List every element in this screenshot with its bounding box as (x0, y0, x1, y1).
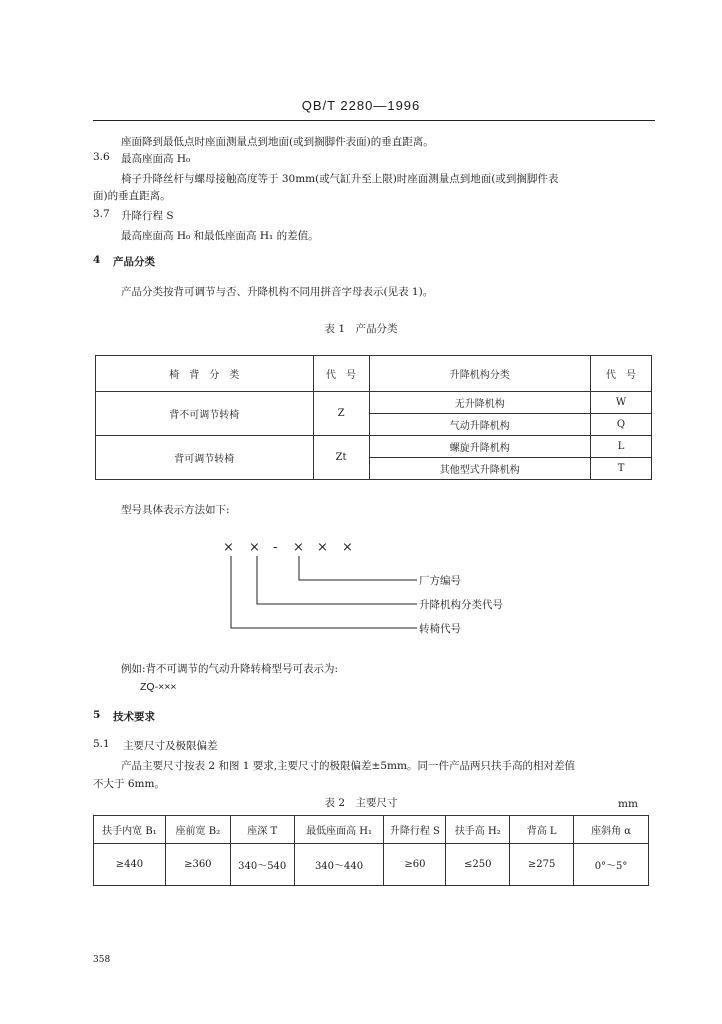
section-number: 5.1 (93, 738, 110, 750)
table-caption: 表 2 主要尺寸 (324, 797, 398, 809)
text-line: 产品主要尺寸按表 2 和图 1 要求,主要尺寸的极限偏差±5mm。同一件产品两只扶手高的相对差值 (121, 760, 575, 772)
table-header-cell: 扶手高 H₂ (446, 816, 510, 844)
table-header-cell: 座斜角 α (574, 816, 649, 844)
text-line: 最高座面高 H₀ 和最低座面高 H₁ 的差值。 (121, 230, 319, 242)
table-header-cell: 座深 T (230, 816, 294, 844)
section-title: 最高座面高 H₀ (121, 153, 191, 165)
text-line: 型号具体表示方法如下: (121, 504, 230, 516)
section-number: 3.6 (93, 151, 110, 163)
diagram-label: 厂方编号 (419, 575, 461, 587)
table-cell: W (591, 392, 652, 414)
section-title: 技术要求 (113, 711, 155, 723)
model-symbol: × (317, 540, 328, 555)
leader-line (231, 556, 417, 628)
model-symbol: - (273, 540, 278, 555)
table-cell: 气动升降机构 (369, 414, 591, 436)
diagram-label: 转椅代号 (419, 623, 461, 635)
text-line: 例如:背不可调节的气动升降转椅型号可表示为: (121, 663, 339, 675)
table-header-cell: 座前宽 B₂ (165, 816, 230, 844)
table-cell: Zt (313, 436, 369, 480)
table-caption: 表 1 产品分类 (324, 323, 398, 335)
table-cell: Z (313, 392, 369, 436)
table-cell: ≥440 (94, 844, 166, 886)
table-cell: ≥360 (165, 844, 230, 886)
table-cell: 无升降机构 (369, 392, 591, 414)
text-line: 面)的垂直距离。 (93, 190, 171, 202)
table-cell: T (591, 458, 652, 480)
main-dimensions-table (93, 815, 649, 886)
model-symbol: × (223, 540, 234, 555)
model-symbol: × (293, 540, 304, 555)
table-cell: 340～440 (294, 844, 384, 886)
table-cell: 背不可调节转椅 (96, 392, 314, 436)
table-cell: Q (591, 414, 652, 436)
table-header-cell: 椅 背 分 类 (96, 356, 314, 392)
table-cell: 螺旋升降机构 (369, 436, 591, 458)
table-cell: ≥275 (510, 844, 574, 886)
table-cell: 背可调节转椅 (96, 436, 314, 480)
table-cell: 340～540 (230, 844, 294, 886)
section-title: 升降行程 S (121, 210, 174, 222)
table-header-cell: 升降机构分类 (369, 356, 591, 392)
table-header-cell: 最低座面高 H₁ (294, 816, 384, 844)
table-header-cell: 代 号 (313, 356, 369, 392)
text-line: ZQ-××× (140, 681, 177, 693)
section-number: 5 (93, 709, 101, 721)
table-cell: 其他型式升降机构 (369, 458, 591, 480)
text-line: 座面降到最低点时座面测量点到地面(或到搁脚件表面)的垂直距离。 (121, 136, 434, 148)
table-cell: 0°～5° (574, 844, 649, 886)
model-symbol: × (342, 540, 353, 555)
table-cell: ≥60 (384, 844, 446, 886)
table-header-cell: 扶手内宽 B₁ (94, 816, 166, 844)
section-title: 主要尺寸及极限偏差 (123, 740, 218, 752)
text-line: 不大于 6mm。 (93, 778, 165, 790)
text-line: 产品分类按背可调节与否、升降机构不同用拼音字母表示(见表 1)。 (121, 286, 434, 298)
section-number: 4 (93, 254, 101, 266)
page-header: QB/T 2280—1996 (301, 98, 421, 113)
model-symbol: × (249, 540, 260, 555)
table-cell: ≤250 (446, 844, 510, 886)
section-title: 产品分类 (113, 256, 155, 268)
table-header-cell: 背高 L (510, 816, 574, 844)
leader-line (299, 556, 417, 580)
table-header-cell: 代 号 (591, 356, 652, 392)
text-line: 椅子升降丝杆与螺母接触高度等于 30mm(或气缸升至上限)时座面测量点到地面(或到搁脚件表 (121, 173, 559, 185)
diagram-label: 升降机构分类代号 (419, 599, 503, 611)
section-number: 3.7 (93, 208, 110, 220)
table-cell: L (591, 436, 652, 458)
page-number: 358 (93, 955, 111, 965)
table-unit: mm (618, 798, 638, 810)
table-header-cell: 升降行程 S (384, 816, 446, 844)
